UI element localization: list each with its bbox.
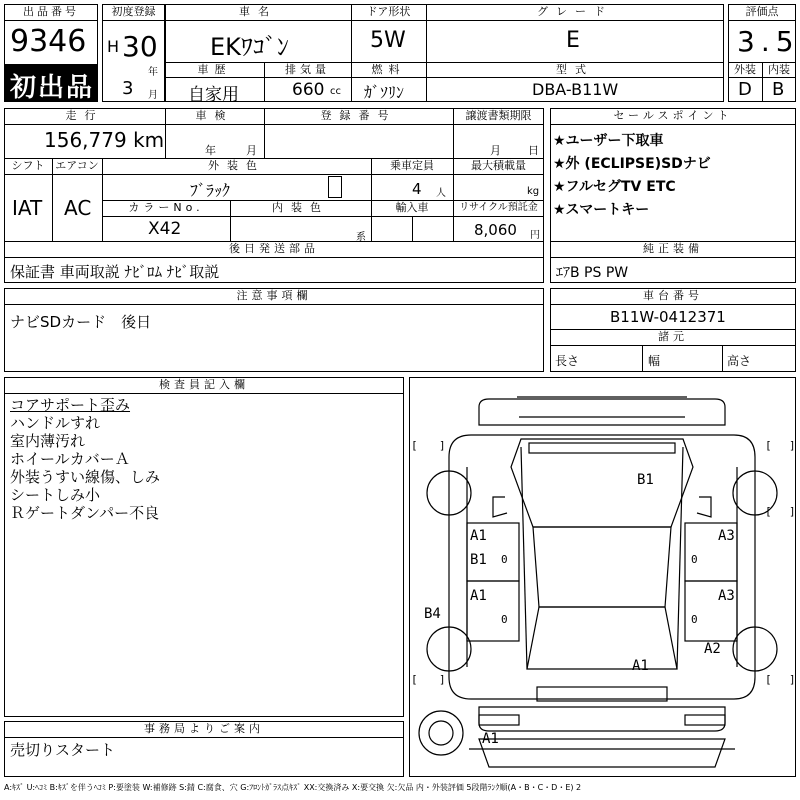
svg-text:0: 0 bbox=[501, 613, 508, 626]
color: ﾌﾞﾗｯｸ bbox=[190, 181, 231, 200]
grade-label: グレード bbox=[537, 5, 613, 18]
era: H bbox=[107, 37, 120, 56]
door-label: ドア形状 bbox=[366, 5, 411, 18]
type-label: 型式 bbox=[556, 63, 594, 76]
damage-mark: A1 bbox=[470, 528, 487, 544]
svg-text:]: ] bbox=[789, 439, 796, 452]
svg-text:[: [ bbox=[765, 505, 772, 518]
inspection-month: 月 bbox=[246, 144, 257, 157]
month-unit: 月 bbox=[148, 90, 158, 101]
svg-text:]: ] bbox=[789, 673, 796, 686]
inspector-label: 検査員記入欄 bbox=[159, 378, 249, 391]
import-label: 輸入車 bbox=[395, 201, 429, 214]
color-no-label: カラーNo. bbox=[128, 201, 204, 214]
year: 30 bbox=[122, 30, 158, 63]
lot-label: 出品番号 bbox=[23, 5, 79, 18]
damage-mark: A1 bbox=[482, 731, 499, 747]
dims-length: 長さ bbox=[555, 354, 580, 368]
sales-list bbox=[553, 130, 793, 222]
score-label: 評価点 bbox=[745, 5, 779, 18]
month: 3 bbox=[122, 78, 134, 99]
color-no: X42 bbox=[148, 219, 182, 239]
damage-mark: B1 bbox=[637, 472, 654, 488]
damage-mark: A1 bbox=[470, 588, 487, 604]
transfer-day: 日 bbox=[528, 144, 539, 157]
later-label: 後日発送部品 bbox=[229, 242, 319, 255]
sales-label: セールスポイント bbox=[613, 109, 733, 122]
fuel-label: 燃料 bbox=[371, 63, 406, 76]
inspection-year: 年 bbox=[205, 144, 216, 157]
svg-text:[: [ bbox=[765, 673, 772, 686]
damage-mark: A1 bbox=[632, 658, 649, 674]
office-label: 事務局よりご案内 bbox=[144, 722, 264, 735]
sales-point-item: ★フルセグTV ETC bbox=[553, 179, 676, 195]
dims-label: 諸元 bbox=[658, 330, 688, 343]
chassis-value: B11W-0412371 bbox=[610, 308, 726, 326]
recycle-unit: 円 bbox=[530, 230, 540, 241]
equip-value: ｴｱB PS PW bbox=[556, 265, 629, 281]
ext-label: 外装 bbox=[734, 63, 756, 76]
displacement-label: 排気量 bbox=[285, 63, 330, 76]
load-label: 最大積載量 bbox=[471, 159, 526, 172]
model-label: 車名 bbox=[239, 5, 277, 18]
mileage-label: 走行 bbox=[65, 109, 104, 122]
dims-height: 高さ bbox=[727, 354, 752, 368]
lot-number: 9346 bbox=[10, 24, 87, 59]
inspection-label: 車検 bbox=[195, 109, 234, 122]
first-listing: 初出品 bbox=[10, 73, 95, 103]
first-reg-label: 初度登録 bbox=[111, 5, 156, 18]
load-unit: kg bbox=[527, 186, 540, 197]
svg-text:0: 0 bbox=[691, 613, 698, 626]
svg-text:0: 0 bbox=[691, 553, 698, 566]
inspector-note-item: ハンドルすれ bbox=[10, 414, 101, 432]
capacity-unit: 人 bbox=[436, 188, 446, 199]
sales-point-item: ★外 (ECLIPSE)SDナビ bbox=[553, 156, 711, 172]
later-value: 保証書 車両取説 ﾅﾋﾞﾛﾑ ﾅﾋﾞ取説 bbox=[10, 263, 220, 281]
int-color-label: 内装色 bbox=[272, 201, 329, 214]
footer-legend: A:ｷｽﾞ U:ﾍｺﾐ B:ｷｽﾞを伴うﾍｺﾐ P:要塗装 W:補修跡 S:錆 C:腐食、穴 G:ﾌﾛﾝﾄｶﾞﾗｽ点ｷｽﾞ XX:交換済み X:要交換 欠:欠品 内・外装評価 5段階ﾗﾝｸ順(A・B・C・D・E) 2 bbox=[4, 783, 582, 792]
transfer-month: 月 bbox=[490, 144, 501, 157]
color-tick-box bbox=[328, 176, 342, 198]
year-unit: 年 bbox=[148, 67, 158, 78]
inspector-note-item: Ｒゲートダンパー不良 bbox=[10, 504, 160, 522]
svg-text:[: [ bbox=[411, 439, 418, 452]
score: 3.5 bbox=[737, 25, 800, 58]
displacement: 660 bbox=[292, 80, 325, 100]
damage-mark: A2 bbox=[704, 641, 721, 657]
shift-label: シフト bbox=[11, 159, 45, 172]
ext-grade: D bbox=[738, 79, 752, 100]
office-value: 売切りスタート bbox=[10, 741, 116, 759]
damage-mark: B4 bbox=[424, 606, 441, 622]
inspector-note-item: シートしみ小 bbox=[10, 486, 101, 504]
sales-point-item: ★スマートキー bbox=[553, 202, 650, 218]
displacement-unit: cc bbox=[330, 86, 341, 97]
caution-value: ナビSDカード 後日 bbox=[10, 313, 152, 331]
damage-mark: A3 bbox=[718, 588, 735, 604]
mileage: 156,779 km bbox=[44, 128, 165, 152]
fuel: ｶﾞｿﾘﾝ bbox=[364, 83, 405, 102]
color-label: 外装色 bbox=[208, 159, 265, 172]
dims-width: 幅 bbox=[648, 354, 661, 368]
caution-label: 注意事項欄 bbox=[236, 289, 312, 302]
svg-text:[: [ bbox=[411, 673, 418, 686]
svg-text:0: 0 bbox=[501, 553, 508, 566]
inspector-note-item: 外装うすい線傷、しみ bbox=[10, 468, 161, 486]
inspector-note-item: コアサポート歪み bbox=[10, 396, 131, 414]
history-label: 車歴 bbox=[197, 63, 232, 76]
damage-mark: A3 bbox=[718, 528, 735, 544]
ac-label: エアコン bbox=[55, 159, 99, 172]
history: 自家用 bbox=[188, 85, 239, 105]
inspector-list bbox=[10, 396, 400, 522]
equip-label: 純正装備 bbox=[643, 242, 703, 255]
int-grade: B bbox=[772, 79, 785, 100]
recycle-label: リサイクル預託金 bbox=[459, 202, 538, 213]
ac: AC bbox=[64, 196, 92, 220]
svg-text:]: ] bbox=[439, 673, 446, 686]
svg-text:[: [ bbox=[765, 439, 772, 452]
capacity: 4 bbox=[412, 180, 422, 198]
int-color-unit: 系 bbox=[356, 232, 366, 243]
model: EKﾜｺﾞﾝ bbox=[210, 33, 289, 61]
chassis-label: 車台番号 bbox=[643, 289, 703, 302]
door: 5W bbox=[370, 28, 406, 53]
inspector-note-item: 室内薄汚れ bbox=[10, 432, 86, 450]
car-diagram bbox=[409, 377, 796, 777]
damage-mark: B1 bbox=[470, 552, 487, 568]
grade: E bbox=[566, 28, 580, 53]
sales-point-item: ★ユーザー下取車 bbox=[553, 133, 664, 149]
inspector-note-item: ホイールカバーＡ bbox=[10, 450, 130, 468]
capacity-label: 乗車定員 bbox=[390, 159, 434, 172]
svg-text:]: ] bbox=[439, 439, 446, 452]
shift: IAT bbox=[12, 196, 43, 220]
svg-text:]: ] bbox=[789, 505, 796, 518]
recycle: 8,060 bbox=[474, 221, 517, 239]
reg-no-label: 登録番号 bbox=[320, 109, 397, 122]
transfer-label: 譲渡書類期限 bbox=[465, 109, 532, 122]
type: DBA-B11W bbox=[532, 80, 619, 99]
int-label: 内装 bbox=[768, 63, 790, 76]
